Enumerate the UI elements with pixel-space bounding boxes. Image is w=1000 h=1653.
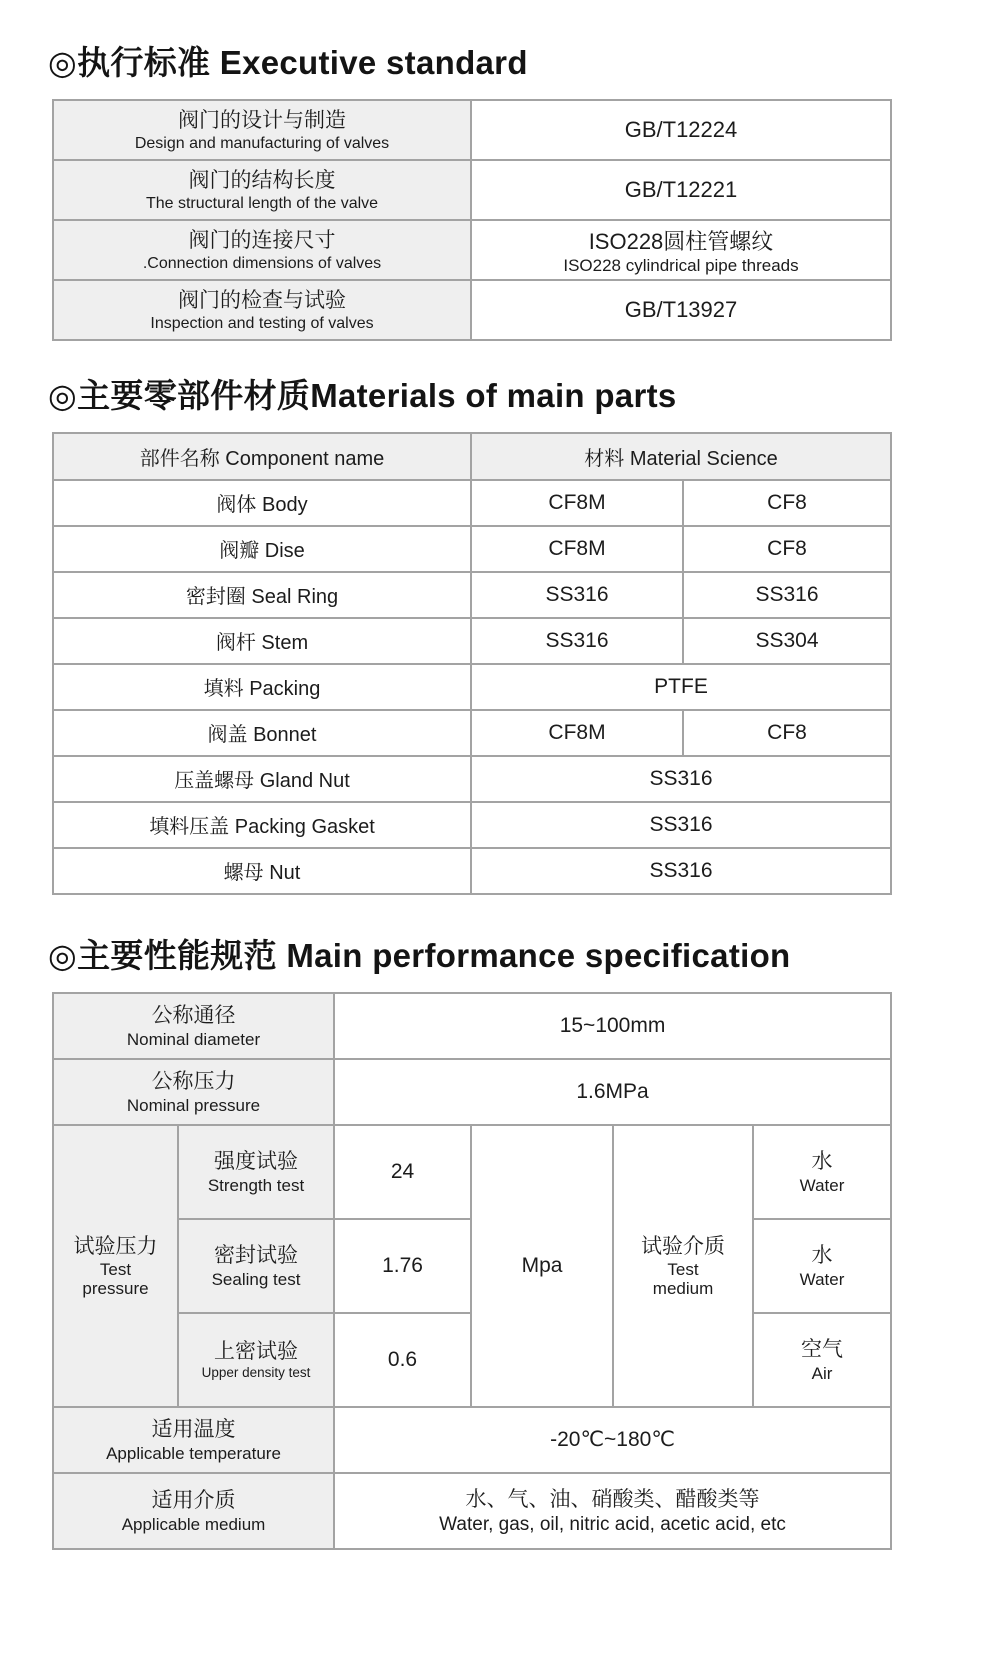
section-executive-standard <box>48 44 1000 341</box>
test-value-cell: 0.6 <box>334 1313 471 1407</box>
test-type-en: Upper density test <box>201 1365 311 1381</box>
applicable-medium-en: Applicable medium <box>121 1514 266 1534</box>
standard-item-en: The structural length of the valve <box>145 194 379 212</box>
table-row <box>53 802 891 848</box>
table-row <box>53 664 891 710</box>
table-row <box>53 1059 891 1125</box>
test-type-zh: 上密试验 <box>214 1340 298 1364</box>
standard-item-en: .Connection dimensions of valves <box>142 254 382 272</box>
medium-value-cell <box>753 1313 891 1407</box>
temperature-label-cell <box>53 1407 334 1473</box>
table-row <box>53 710 891 756</box>
table-row <box>53 756 891 802</box>
component-name-cell: 阀体 Body <box>53 480 471 526</box>
standard-item-zh: 阀门的结构长度 <box>188 168 336 192</box>
test-type-cell <box>178 1125 334 1219</box>
section-materials <box>48 376 1000 895</box>
standard-item-zh: 阀门的连接尺寸 <box>188 228 336 252</box>
medium-zh: 水 <box>811 1244 833 1268</box>
table-row <box>53 618 891 664</box>
test-medium-en-line1: Test <box>667 1259 699 1279</box>
nominal-pressure-zh: 公称压力 <box>151 1070 236 1094</box>
temperature-value: -20℃~180℃ <box>334 1407 891 1473</box>
component-name-cell: 填料 Packing <box>53 664 471 710</box>
table-row <box>53 1125 891 1219</box>
standard-item-cell <box>53 100 471 160</box>
material-cell-span: PTFE <box>471 664 891 710</box>
nominal-pressure-value: 1.6MPa <box>334 1059 891 1125</box>
applicable-medium-value-cell <box>334 1473 891 1549</box>
table-row <box>53 526 891 572</box>
test-type-en: Sealing test <box>211 1269 301 1289</box>
medium-label-cell <box>53 1473 334 1549</box>
applicable-medium-zh: 适用介质 <box>151 1489 236 1513</box>
material-cell: SS304 <box>683 618 891 664</box>
material-cell: CF8M <box>471 526 683 572</box>
section-title-materials: ◎主要零部件材质Materials of main parts <box>48 376 677 414</box>
executive-standard-table <box>52 99 892 341</box>
medium-zh: 水 <box>811 1150 833 1174</box>
nominal-diameter-label-cell <box>53 993 334 1059</box>
medium-en: Water <box>799 1269 845 1289</box>
material-cell: SS316 <box>471 572 683 618</box>
test-type-zh: 强度试验 <box>214 1150 298 1174</box>
material-cell: CF8 <box>683 526 891 572</box>
standard-item-cell <box>53 220 471 280</box>
medium-en: Water <box>799 1175 845 1195</box>
test-medium-zh: 试验介质 <box>641 1234 726 1258</box>
component-name-cell: 压盖螺母 Gland Nut <box>53 756 471 802</box>
table-row <box>53 993 891 1059</box>
nominal-pressure-en: Nominal pressure <box>126 1095 261 1115</box>
nominal-diameter-value: 15~100mm <box>334 993 891 1059</box>
section-title-performance: ◎主要性能规范 Main performance specification <box>48 936 791 974</box>
standard-value: GB/T13927 <box>624 296 738 322</box>
standard-item-zh: 阀门的设计与制造 <box>178 108 346 132</box>
component-name-header: 部件名称 Component name <box>53 433 471 480</box>
component-name-cell: 阀杆 Stem <box>53 618 471 664</box>
test-medium-en-line2: medium <box>652 1279 714 1299</box>
table-row <box>53 848 891 894</box>
test-value-cell: 1.76 <box>334 1219 471 1313</box>
medium-value-cell <box>753 1125 891 1219</box>
test-value-cell: 24 <box>334 1125 471 1219</box>
standard-value-zh: ISO228圆柱管螺纹 <box>588 228 774 254</box>
temperature-zh: 适用温度 <box>151 1418 236 1442</box>
nominal-diameter-en: Nominal diameter <box>126 1029 261 1049</box>
material-cell: CF8M <box>471 480 683 526</box>
medium-zh: 空气 <box>801 1338 844 1362</box>
material-cell-span: SS316 <box>471 756 891 802</box>
test-type-cell <box>178 1219 334 1313</box>
table-row <box>53 160 891 220</box>
component-name-cell: 密封圈 Seal Ring <box>53 572 471 618</box>
material-cell: SS316 <box>683 572 891 618</box>
material-header: 材料 Material Science <box>471 433 891 480</box>
test-type-en: Strength test <box>207 1175 305 1195</box>
component-name-cell: 填料压盖 Packing Gasket <box>53 802 471 848</box>
component-name-cell: 阀瓣 Dise <box>53 526 471 572</box>
standard-item-zh: 阀门的检查与试验 <box>178 288 346 312</box>
material-cell: CF8M <box>471 710 683 756</box>
test-type-cell <box>178 1313 334 1407</box>
material-cell-span: SS316 <box>471 848 891 894</box>
table-row <box>53 280 891 340</box>
standard-item-cell <box>53 160 471 220</box>
standard-value: GB/T12224 <box>624 116 738 142</box>
test-pressure-en-line2: pressure <box>82 1279 149 1299</box>
test-type-zh: 密封试验 <box>214 1244 298 1268</box>
table-row <box>53 220 891 280</box>
standard-value-cell <box>471 280 891 340</box>
table-row <box>53 100 891 160</box>
standard-value-en: ISO228 cylindrical pipe threads <box>563 255 799 275</box>
standard-value-cell <box>471 160 891 220</box>
applicable-medium-value-en: Water, gas, oil, nitric acid, acetic acid, etc <box>439 1513 786 1535</box>
standard-item-en: Design and manufacturing of valves <box>134 134 390 152</box>
applicable-medium-value-zh: 水、气、油、硝酸类、醋酸类等 <box>465 1488 760 1512</box>
table-row <box>53 572 891 618</box>
materials-table <box>52 432 892 895</box>
table-header-row <box>53 433 891 480</box>
section-title-executive-standard: ◎执行标准 Executive standard <box>48 44 528 81</box>
table-row <box>53 1407 891 1473</box>
table-row <box>53 1473 891 1549</box>
component-name-cell: 螺母 Nut <box>53 848 471 894</box>
section-performance <box>48 936 1000 1550</box>
pressure-unit-cell: Mpa <box>471 1125 613 1407</box>
component-name-cell: 阀盖 Bonnet <box>53 710 471 756</box>
nominal-pressure-label-cell <box>53 1059 334 1125</box>
standard-value: GB/T12221 <box>624 176 738 202</box>
material-cell: CF8 <box>683 480 891 526</box>
test-pressure-label-cell <box>53 1125 178 1407</box>
medium-en: Air <box>811 1363 833 1383</box>
medium-value-cell <box>753 1219 891 1313</box>
material-cell-span: SS316 <box>471 802 891 848</box>
performance-table <box>52 992 892 1550</box>
standard-value-cell <box>471 100 891 160</box>
standard-value-cell <box>471 220 891 280</box>
test-pressure-en-line1: Test <box>99 1259 132 1279</box>
material-cell: SS316 <box>471 618 683 664</box>
standard-item-cell <box>53 280 471 340</box>
test-pressure-zh: 试验压力 <box>73 1234 158 1258</box>
temperature-en: Applicable temperature <box>106 1443 281 1463</box>
test-medium-label-cell <box>613 1125 753 1407</box>
table-row <box>53 480 891 526</box>
standard-item-en: Inspection and testing of valves <box>150 314 374 332</box>
material-cell: CF8 <box>683 710 891 756</box>
nominal-diameter-zh: 公称通径 <box>151 1004 236 1028</box>
